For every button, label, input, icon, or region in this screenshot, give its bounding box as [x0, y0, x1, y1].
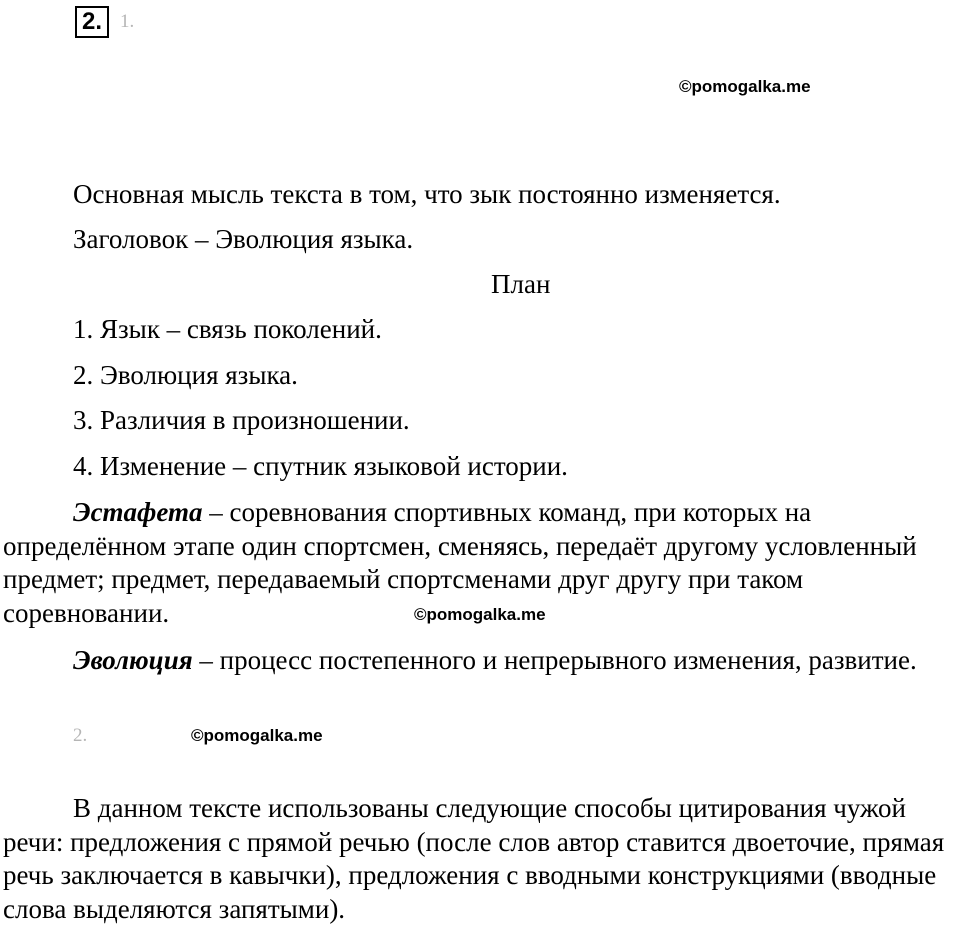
citation-paragraph	[3, 792, 953, 926]
citation-text: В данном тексте использованы следующие способы цитирования чужой речи: предложения с прямой речью (после слов автор ставится двоеточие, прямая речь заключается в кавычки), предложения с вводными конструкциями (вводные слова выделяются запятыми).	[3, 793, 945, 924]
subtask-number-1: 1.	[120, 11, 135, 32]
task-number-box: 2.	[75, 6, 109, 38]
plan-item-1: 1. Язык – связь поколений.	[73, 314, 382, 344]
main-idea-line: Основная мысль текста в том, что зык постоянно изменяется.	[73, 179, 781, 209]
definition-text: – соревнования спортивных команд, при которых на определённом этапе один спортсмен, сменяясь, передаёт другому условленный предмет; предмет, передаваемый спортсменами друг другу при таком соревновании.	[3, 497, 917, 628]
definition-term: Эстафета	[73, 497, 203, 527]
plan-item-4: 4. Изменение – спутник языковой истории.	[73, 451, 568, 481]
plan-item-3: 3. Различия в произношении.	[73, 405, 410, 435]
plan-item-2: 2. Эволюция языка.	[73, 360, 298, 390]
title-line: Заголовок – Эволюция языка.	[73, 224, 414, 254]
watermark: ©pomogalka.me	[191, 726, 323, 745]
watermark: ©pomogalka.me	[679, 77, 811, 96]
watermark: ©pomogalka.me	[414, 605, 546, 624]
definition-text: – процесс постепенного и непрерывного изменения, развитие.	[192, 645, 917, 675]
subtask-number-2: 2.	[73, 725, 88, 746]
definition-evolution	[3, 644, 960, 678]
plan-heading: План	[491, 269, 551, 299]
definition-term: Эволюция	[73, 645, 193, 675]
